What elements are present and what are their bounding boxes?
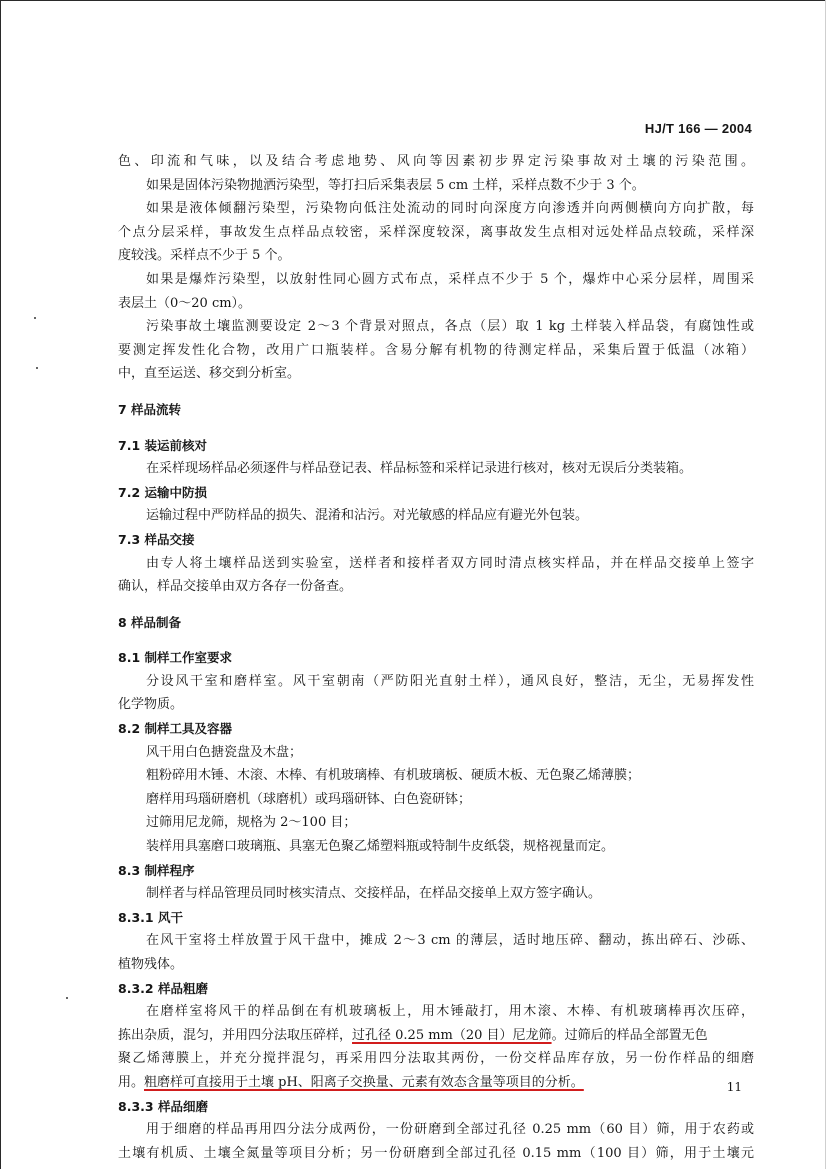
paragraph-line [118, 1024, 754, 1048]
paragraph-line: 植物残体。 [118, 957, 184, 972]
document-body [118, 150, 754, 1165]
paragraph-line: 要测定挥发性化合物，改用广口瓶装样。含易分解有机物的待测定样品，采集后置于低温（冰箱） [118, 342, 754, 358]
paragraph-line: 用于细磨的样品再用四分法分成两份，一份研磨到全部过孔径 0.25 mm（60 目）筛，用于农药或 [146, 1122, 754, 1138]
section-heading-8-3-2: 8.3.2 样品粗磨 [118, 980, 208, 996]
section-heading-8-3: 8.3 制样程序 [118, 862, 195, 878]
paragraph-line: 运输过程中严防样品的损失、混淆和沾污。对光敏感的样品应有避光外包装。 [146, 508, 589, 524]
section-heading-7-2: 7.2 运输中防损 [118, 484, 207, 500]
list-line: 磨样用玛瑙研磨机（球磨机）或玛瑙研钵、白色瓷研钵； [146, 791, 472, 807]
list-line: 装样用具塞磨口玻璃瓶、具塞无色聚乙烯塑料瓶或特制牛皮纸袋，规格视量而定。 [146, 839, 615, 855]
paragraph-line: 化学物质。 [118, 697, 184, 713]
list-line: 粗粉碎用木锤、木滚、木棒、有机玻璃棒、有机玻璃板、硬质木板、无色聚乙烯薄膜； [146, 768, 641, 784]
section-heading-8-1: 8.1 制样工作室要求 [118, 650, 232, 666]
paragraph-line: 污染事故土壤监测要设定 2～3 个背景对照点，各点（层）取 1 kg 土样装入样品袋，有腐蚀性或 [146, 319, 754, 335]
paragraph-line: 分设风干室和磨样室。风干室朝南（严防阳光直射土样），通风良好，整洁，无尘，无易挥发性 [146, 673, 754, 689]
paragraph-line: 由专人将土壤样品送到实验室，送样者和接样者双方同时清点核实样品，并在样品交接单上签字 [146, 555, 754, 571]
paragraph-line: 如果是固体污染物抛洒污染型，等打扫后采集表层 5 cm 土样，采样点数不少于 3 个。 [146, 177, 645, 193]
list-line: 风干用白色搪瓷盘及木盘； [146, 744, 303, 760]
paragraph-line: 确认，样品交接单由双方各存一份备查。 [118, 579, 353, 595]
section-heading-8: 8 样品制备 [118, 614, 182, 630]
section-heading-8-3-3: 8.3.3 样品细磨 [118, 1098, 208, 1114]
paragraph-line: 如果是爆炸污染型，以放射性同心圆方式布点，采样点不少于 5 个，爆炸中心采分层样，周围采 [146, 271, 754, 287]
scan-speck [34, 317, 36, 319]
text-run: 。过筛后的样品全部置无色 [551, 1027, 708, 1043]
section-heading-8-3-1: 8.3.1 风干 [118, 909, 183, 925]
paragraph-line: 聚乙烯薄膜上，并充分搅拌混匀，再采用四分法取其两份，一份交样品库存放，另一份作样品的细磨 [118, 1051, 754, 1067]
text-run: 用。 [118, 1074, 145, 1090]
scan-speck [36, 367, 38, 369]
paragraph-line: 在磨样室将风干的样品倒在有机玻璃板上，用木锤敲打，用木滚、木棒、有机玻璃棒再次压碎， [146, 1004, 754, 1020]
paragraph-line: 在采样现场样品必须逐件与样品登记表、样品标签和采样记录进行核对，核对无误后分类装箱。 [146, 461, 693, 477]
paragraph-line: 色、印流和气味，以及结合考虑地势、风向等因素初步界定污染事故对土壤的污染范围。 [118, 154, 754, 169]
standard-code: HJ/T 166 — 2004 [644, 121, 752, 136]
paragraph-line: 制样者与样品管理员同时核实清点、交接样品，在样品交接单上双方签字确认。 [146, 886, 602, 902]
paragraph-line: 土壤有机质、土壤全氮量等项目分析；另一份研磨到全部过孔径 0.15 mm（100 目）筛，用于土壤元 [118, 1145, 754, 1161]
list-line: 过筛用尼龙筛，规格为 2～100 目； [146, 815, 357, 831]
page-edge-top [0, 0, 826, 1]
scan-speck [66, 997, 68, 999]
page-edge-left [0, 0, 1, 1169]
underlined-text: 过孔径 0.25 mm（20 目）尼龙筛 [352, 1027, 552, 1043]
paragraph-line: 度较浅。采样点不少于 5 个。 [118, 248, 291, 264]
paragraph-line: 在风干室将土样放置于风干盘中，摊成 2～3 cm 的薄层，适时地压碎、翻动，拣出碎石、沙砾、 [146, 933, 754, 949]
paragraph-line: 表层土（0～20 cm）。 [118, 295, 252, 311]
page-number: 11 [726, 1080, 742, 1094]
text-run: 拣出杂质，混匀，并用四分法取压碎样， [118, 1027, 353, 1043]
section-heading-7-1: 7.1 装运前核对 [118, 437, 207, 453]
paragraph-line: 中，直至运送、移交到分析室。 [118, 366, 301, 382]
section-heading-8-2: 8.2 制样工具及容器 [118, 721, 232, 737]
paragraph-line [118, 1071, 754, 1095]
paragraph-line: 个点分层采样，事故发生点样品点较密，采样深度较深，离事故发生点相对远处样品点较疏，采样深 [118, 224, 754, 240]
paragraph-line: 如果是液体倾翻污染型，污染物向低注处流动的同时向深度方向渗透并向两侧横向方向扩散，每 [146, 201, 754, 217]
section-heading-7: 7 样品流转 [118, 401, 182, 417]
section-heading-7-3: 7.3 样品交接 [118, 531, 195, 547]
underlined-text: 粗磨样可直接用于土壤 pH、阳离子交换量、元素有效态含量等项目的分析。 [144, 1074, 584, 1090]
